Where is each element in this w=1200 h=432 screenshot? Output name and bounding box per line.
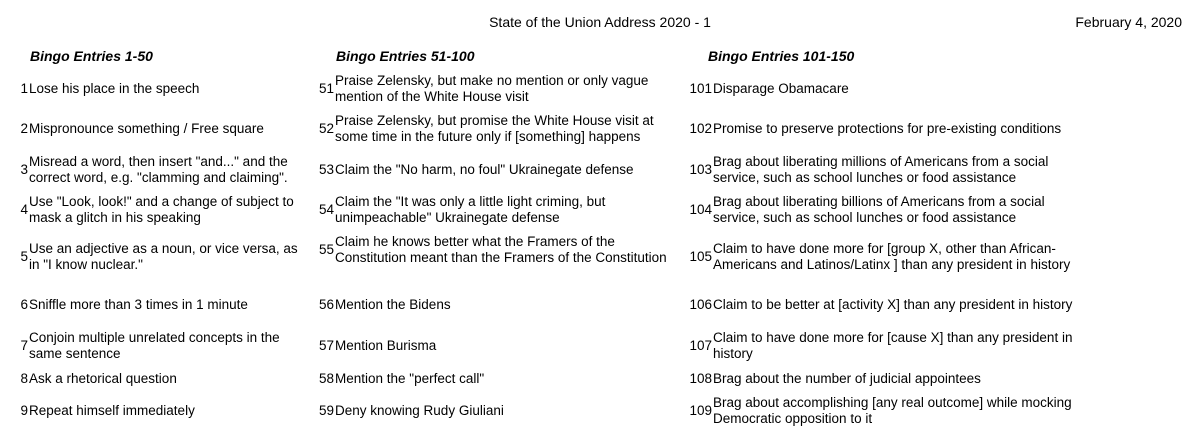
bingo-entry	[688, 194, 1088, 226]
entry-number: 107	[689, 338, 712, 353]
bingo-entry	[316, 194, 682, 226]
entry-number: 5	[20, 249, 28, 264]
entry-text: Mention the "perfect call"	[335, 371, 485, 386]
entry-text: Sniffle more than 3 times in 1 minute	[29, 297, 248, 312]
entry-text: Brag about accomplishing [any real outcome] while mocking Democratic opposition to it	[713, 395, 1072, 426]
bingo-entry	[18, 241, 308, 273]
entry-number: 6	[20, 297, 28, 312]
entry-number: 109	[689, 403, 712, 418]
entry-number: 7	[20, 338, 28, 353]
entry-number: 57	[318, 338, 334, 353]
entry-number: 56	[318, 297, 334, 312]
bingo-entry	[688, 330, 1088, 362]
entry-text: Claim to have done more for [cause X] than any president in history	[713, 330, 1073, 361]
entry-text: Use an adjective as a noun, or vice versa, as in "I know nuclear."	[29, 241, 298, 272]
entry-number: 54	[318, 202, 334, 217]
entry-number: 4	[20, 202, 28, 217]
bingo-entry	[316, 162, 682, 178]
bingo-entry	[18, 194, 308, 226]
entry-text: Brag about liberating millions of Americans from a social service, such as school lunches or food assistance	[713, 154, 1049, 185]
bingo-entry	[316, 338, 682, 354]
entry-text: Brag about the number of judicial appointees	[713, 371, 981, 386]
entry-text: Mention the Bidens	[335, 297, 451, 312]
bingo-entry	[688, 371, 1088, 387]
entry-text: Disparage Obamacare	[713, 81, 849, 96]
entry-text: Mention Burisma	[335, 338, 437, 353]
bingo-entry	[316, 403, 682, 419]
bingo-entry	[688, 395, 1088, 427]
entry-number: 105	[689, 249, 712, 264]
bingo-entry	[316, 113, 682, 145]
entry-text: Claim to have done more for [group X, other than African-Americans and Latinos/Latinx ] than any president in history	[713, 241, 1071, 272]
entry-text: Brag about liberating billions of Americans from a social service, such as school lunches or food assistance	[713, 194, 1045, 225]
entry-number: 55	[318, 242, 334, 257]
entry-number: 104	[689, 202, 712, 217]
bingo-entry	[18, 330, 308, 362]
bingo-entry	[18, 297, 308, 313]
page-title: State of the Union Address 2020 - 1	[489, 14, 711, 30]
entry-number: 2	[20, 121, 28, 136]
bingo-entry	[316, 371, 682, 387]
entry-text: Misread a word, then insert "and..." and the correct word, e.g. "clamming and claiming".	[29, 154, 288, 185]
entry-text: Mispronounce something / Free square	[29, 121, 264, 136]
column-heading: Bingo Entries 1-50	[30, 48, 153, 64]
column-heading: Bingo Entries 101-150	[708, 48, 855, 64]
entry-text: Claim the "No harm, no foul" Ukrainegate defense	[335, 162, 634, 177]
bingo-entry	[688, 81, 1088, 97]
entry-number: 108	[689, 371, 712, 386]
bingo-entry	[316, 73, 682, 105]
entry-number: 3	[20, 162, 28, 177]
entry-text: Lose his place in the speech	[29, 81, 200, 96]
entry-text: Repeat himself immediately	[29, 403, 195, 418]
entry-number: 8	[20, 371, 28, 386]
bingo-entry	[688, 297, 1088, 313]
entry-number: 51	[318, 81, 334, 96]
entry-number: 102	[689, 121, 712, 136]
entry-number: 52	[318, 121, 334, 136]
entry-number: 9	[20, 403, 28, 418]
entry-text: Praise Zelensky, but promise the White House visit at some time in the future only if [something] happens	[335, 113, 654, 144]
entry-text: Claim the "It was only a little light criming, but unimpeachable" Ukrainegate defense	[335, 194, 606, 225]
column-heading: Bingo Entries 51-100	[336, 48, 475, 64]
entry-text: Deny knowing Rudy Giuliani	[335, 403, 504, 418]
entry-number: 106	[689, 297, 712, 312]
entry-number: 59	[318, 403, 334, 418]
bingo-entry	[18, 371, 308, 387]
entry-text: Use "Look, look!" and a change of subject to mask a glitch in his speaking	[29, 194, 294, 225]
bingo-entry	[316, 297, 682, 313]
bingo-entry	[18, 154, 308, 186]
entry-number: 58	[318, 371, 334, 386]
bingo-entry	[316, 234, 682, 266]
bingo-entry	[18, 81, 308, 97]
entry-number: 103	[689, 162, 712, 177]
bingo-entry	[688, 241, 1088, 273]
bingo-entry	[688, 121, 1088, 137]
entry-text: Claim to be better at [activity X] than any president in history	[713, 297, 1073, 312]
bingo-entry	[18, 403, 308, 419]
entry-number: 1	[20, 81, 28, 96]
bingo-entry	[18, 121, 308, 137]
entry-number: 101	[689, 81, 712, 96]
entry-text: Promise to preserve protections for pre-existing conditions	[713, 121, 1062, 136]
entry-number: 53	[318, 162, 334, 177]
entry-text: Ask a rhetorical question	[29, 371, 177, 386]
page-date: February 4, 2020	[1075, 14, 1182, 30]
entry-text: Praise Zelensky, but make no mention or only vague mention of the White House visit	[335, 73, 649, 104]
entry-text: Claim he knows better what the Framers of the Constitution meant than the Framers of the Constitution	[335, 234, 667, 265]
bingo-entry	[688, 154, 1088, 186]
entry-text: Conjoin multiple unrelated concepts in the same sentence	[29, 330, 280, 361]
